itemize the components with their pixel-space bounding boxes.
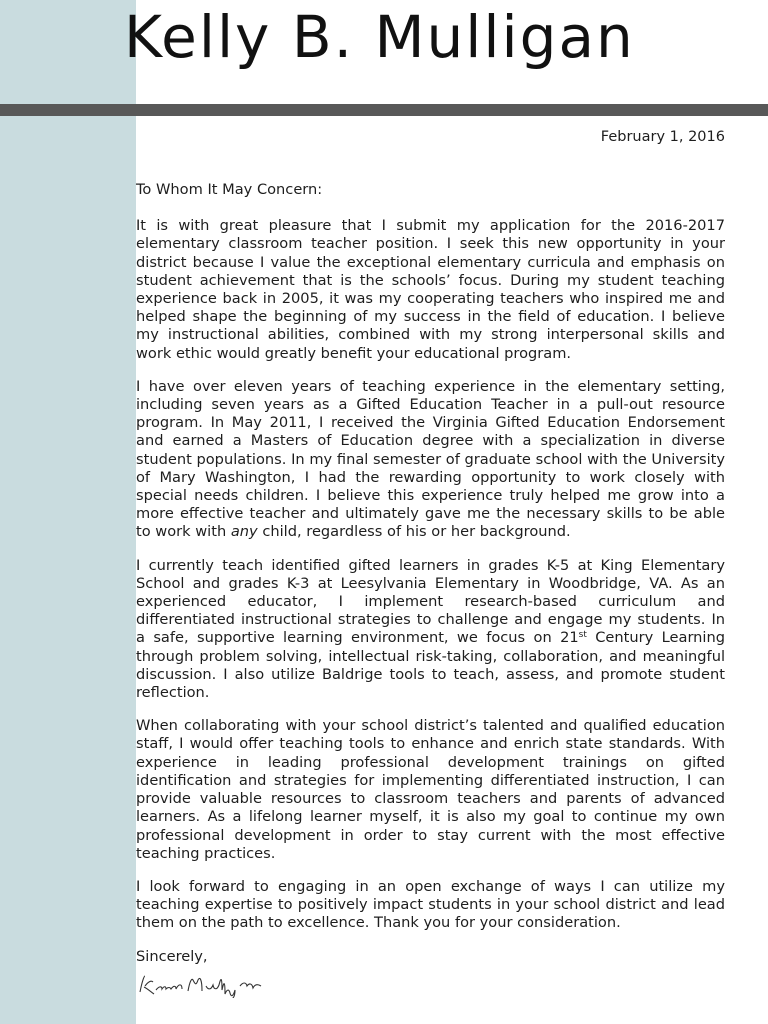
paragraph-3-text-end: Century Learning through problem solving, intellectual risk-taking, collaboration, and meaningful discussion. I also utilize Baldrige tools to teach, assess, and promote student reflection. xyxy=(136,629,726,702)
paragraph-2 xyxy=(136,378,725,542)
paragraph-2-text: I have over eleven years of teaching experience in the elementary setting, including seven years as a Gifted Education Teacher in a pull-out resource program. In May 2011, I received the Virginia Gifted Education Endorsement and earned a Masters of Education degree with a specialization in diverse student populations. In my final semester of graduate school with the University of Mary Washington, I had the rewarding opportunity to work closely with special needs children. I believe this experience truly helped me grow into a more effective teacher and ultimately gave me the necessary skills to be able to work with xyxy=(136,377,725,541)
paragraph-5: I look forward to engaging in an open exchange of ways I can utilize my teaching expertise to positively impact students in your school district and lead them on the path to excellence. Thank you for your consideration. xyxy=(136,877,725,932)
header-divider xyxy=(0,104,768,116)
letter-body xyxy=(136,181,725,998)
closing: Sincerely, xyxy=(136,947,208,965)
paragraph-3 xyxy=(136,557,725,703)
paragraph-1: It is with great pleasure that I submit my application for the 2016-2017 elementary classroom teacher position. I seek this new opportunity in your district because I value the exceptional elementary curricula and emphasis on student achievement that is the schools’ focus. During my student teaching experience back in 2005, it was my cooperating teachers who inspired me and helped shape the beginning of my success in the field of education. I believe my instructional abilities, combined with my strong interpersonal skills and work ethic would greatly benefit your educational program. xyxy=(136,217,725,362)
letter-date: February 1, 2016 xyxy=(600,129,725,145)
paragraph-2-text-end: child, regardless of his or her background. xyxy=(257,523,571,541)
ordinal-superscript: st xyxy=(578,630,587,641)
sidebar-band xyxy=(0,0,136,1024)
paragraph-4: When collaborating with your school district’s talented and qualified education staff, I would offer teaching tools to enhance and enrich state standards. With experience in leading professional development trainings on gifted identification and strategies for implementing differentiated instruction, I can provide valuable resources to classroom teachers and parents of advanced learners. As a lifelong learner myself, it is also my goal to continue my own professional development in order to stay current with the most effective teaching practices. xyxy=(136,717,725,862)
emphasis-any: any xyxy=(230,523,258,541)
paragraph-3-text: I currently teach identified gifted learners in grades K-5 at King Elementary School and grades K-3 at Leesylvania Elementary in Woodbridge, VA. As an experienced educator, I implement research-based curriculum and differentiated instructional strategies to challenge and engage my students. In a safe, supportive learning environment, we focus on 21 xyxy=(136,556,725,647)
signature-image xyxy=(136,970,276,998)
applicant-name: Kelly B. Mulligan xyxy=(124,3,635,71)
salutation: To Whom It May Concern: xyxy=(136,181,323,198)
